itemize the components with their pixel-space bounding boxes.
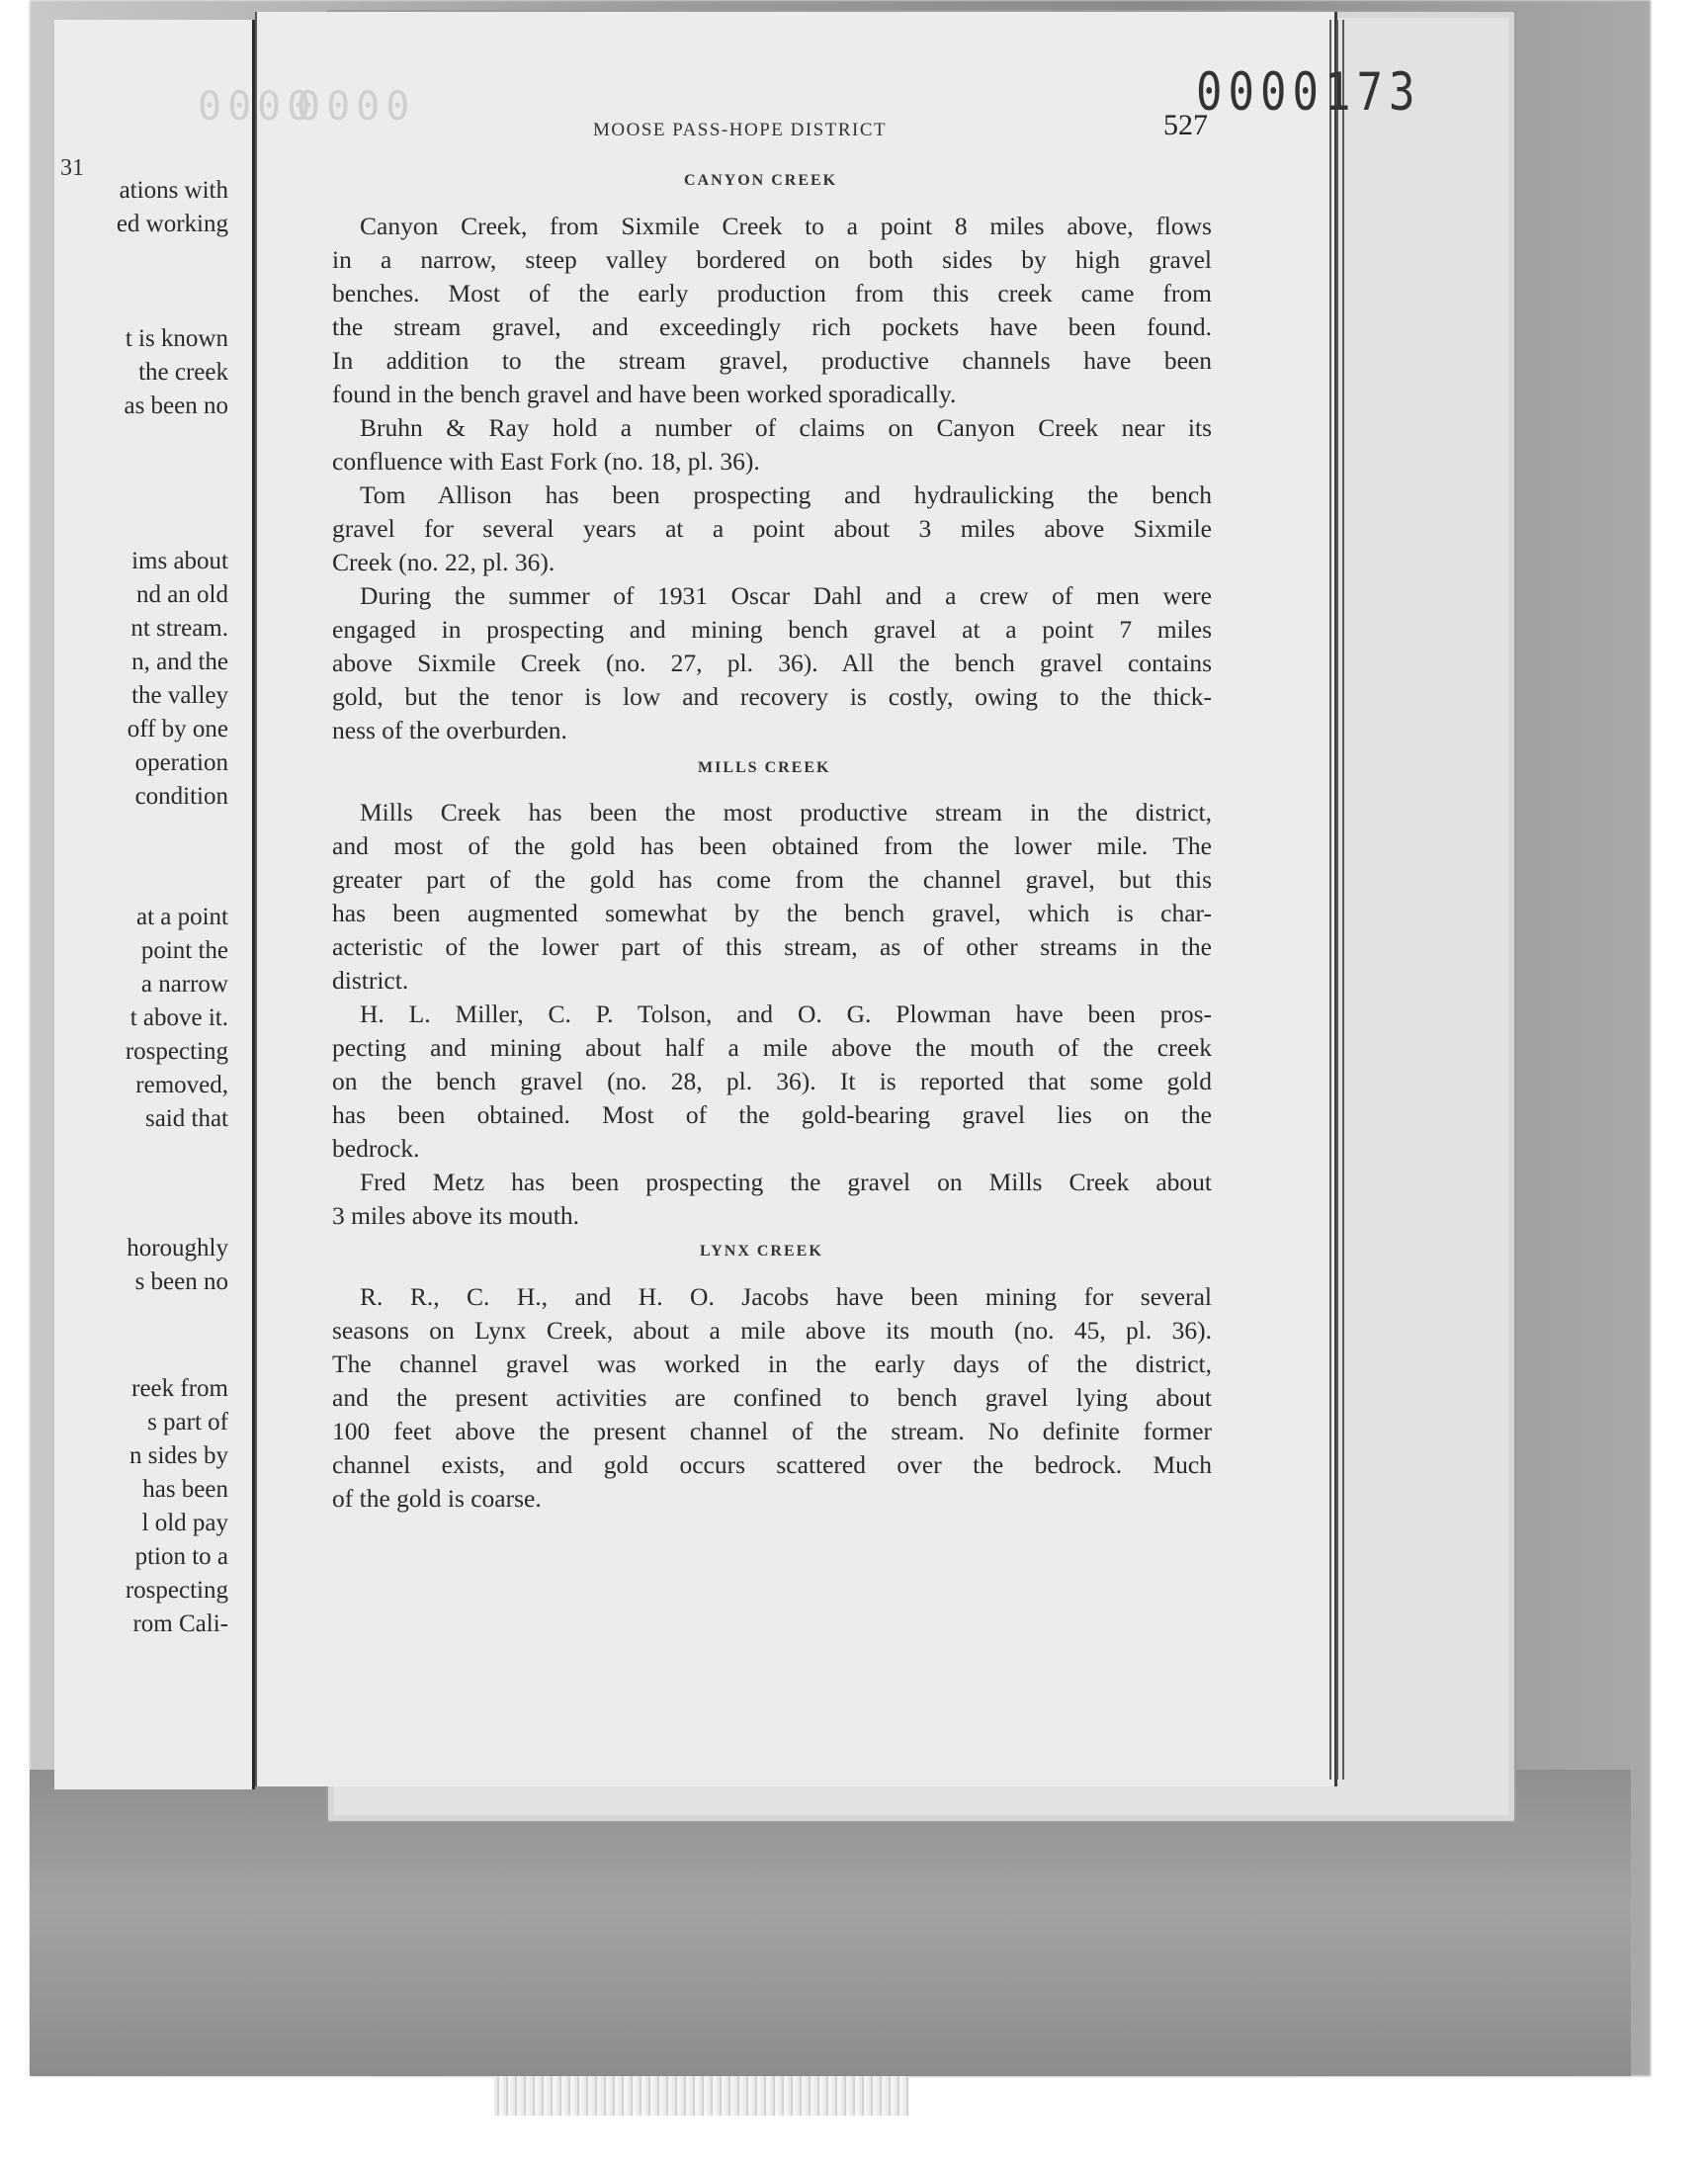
text-line: greater part of the gold has come from the channel gravel, but this [332,865,1212,894]
section-heading-mills-creek: MILLS CREEK [698,759,831,776]
section-heading-canyon-creek: CANYON CREEK [684,172,838,189]
text-line: seasons on Lynx Creek, about a mile above its mouth (no. 45, pl. 36). [332,1316,1212,1345]
left-page-text-line: n, and the [131,649,228,675]
left-page-text-line: s been no [134,1268,228,1295]
left-page [54,20,255,1789]
text-line: The channel gravel was worked in the early days of the district, [332,1349,1212,1378]
text-line: district. [332,966,409,995]
left-page-text-line: t is known [125,325,228,352]
text-line: has been obtained. Most of the gold-bearing gravel lies on the [332,1100,1212,1129]
left-page-text-line: off by one [127,716,228,742]
left-page-text-line: t above it. [129,1004,228,1031]
left-page-text-line: n sides by [129,1442,228,1469]
text-line: Fred Metz has been prospecting the gravel on Mills Creek about [360,1168,1212,1196]
text-line: Tom Allison has been prospecting and hydraulicking the bench [360,480,1212,509]
text-line: pecting and mining about half a mile above the mouth of the creek [332,1033,1212,1062]
text-line: has been augmented somewhat by the bench gravel, which is char- [332,899,1212,927]
left-page-text-line: operation [134,749,228,776]
page-edge [1329,20,1331,1780]
left-page-text-line: ations with [119,177,228,204]
text-line: confluence with East Fork (no. 18, pl. 36). [332,447,760,476]
page-number: 527 [1163,109,1208,141]
running-head: MOOSE PASS-HOPE DISTRICT [593,120,888,140]
left-page-text-line: rospecting [125,1038,228,1065]
left-page-folio: 31 [60,155,84,181]
text-line: of the gold is coarse. [332,1484,542,1513]
text-line: the stream gravel, and exceedingly rich pockets have been found. [332,312,1212,341]
page-edge [1342,20,1344,1780]
left-page-text-line: point the [140,937,228,964]
left-page-text-line: a narrow [140,971,228,998]
left-page-text-line: rospecting [125,1577,228,1604]
section-body-mills-creek [332,796,1212,1233]
text-line: above Sixmile Creek (no. 27, pl. 36). All the bench gravel contains [332,649,1212,677]
text-line: bedrock. [332,1134,420,1163]
ghost-stamp: 0000 [297,84,416,130]
left-page-text-line: condition [134,783,228,810]
text-line: benches. Most of the early production from this creek came from [332,279,1212,307]
text-line: engaged in prospecting and mining bench gravel at a point 7 miles [332,615,1212,644]
left-page-text-line: nt stream. [130,615,228,642]
left-page-text-line: s part of [147,1409,228,1436]
left-page-text-line: said that [144,1105,228,1132]
section-body-canyon-creek [332,210,1212,747]
page-stamp-number: 0000173 [1196,61,1421,124]
text-line: In addition to the stream gravel, productive channels have been [332,346,1212,375]
left-page-text-line: at a point [135,904,228,930]
text-line: and the present activities are confined to bench gravel lying about [332,1383,1212,1412]
text-line: 3 miles above its mouth. [332,1201,580,1230]
text-line: gravel for several years at a point about 3 miles above Sixmile [332,514,1212,543]
left-page-text-line: reek from [131,1375,228,1402]
ghost-stamp: 0000 [198,84,317,130]
left-page-text-line: ed working [116,211,228,237]
text-line: acteristic of the lower part of this stream, as of other streams in the [332,932,1212,961]
left-page-text-line: has been [142,1476,228,1503]
left-page-text-line: ption to a [134,1543,228,1570]
left-page-text-line: removed, [135,1072,228,1098]
scan-artifact-strip [494,2076,909,2116]
text-line: found in the bench gravel and have been worked sporadically. [332,380,957,408]
text-line: ness of the overburden. [332,716,567,744]
left-page-text-line: horoughly [127,1235,228,1262]
left-page-text-line: l old pay [141,1510,228,1536]
text-line: Bruhn & Ray hold a number of claims on Canyon Creek near its [360,413,1212,442]
section-body-lynx-creek [332,1280,1212,1516]
text-line: Mills Creek has been the most productive stream in the district, [360,798,1212,826]
text-line: in a narrow, steep valley bordered on both sides by high gravel [332,245,1212,274]
text-line: H. L. Miller, C. P. Tolson, and O. G. Plowman have been pros- [360,1000,1212,1028]
text-line: gold, but the tenor is low and recovery is costly, owing to the thick- [332,682,1212,711]
left-page-text-line: ims about [131,548,228,574]
text-line: Canyon Creek, from Sixmile Creek to a point 8 miles above, flows [360,212,1212,240]
text-line: During the summer of 1931 Oscar Dahl and a crew of men were [360,581,1212,610]
text-line: R. R., C. H., and H. O. Jacobs have been mining for several [360,1282,1212,1311]
text-line: Creek (no. 22, pl. 36). [332,548,555,576]
text-line: and most of the gold has been obtained from the lower mile. The [332,831,1212,860]
left-page-text-line: the valley [131,682,228,709]
left-page-text-line: nd an old [135,581,228,608]
left-page-text-line: the creek [138,359,228,386]
section-heading-lynx-creek: LYNX CREEK [700,1243,823,1260]
page-edge [1336,20,1338,1780]
left-page-text-line: as been no [124,392,228,419]
text-line: on the bench gravel (no. 28, pl. 36). It is reported that some gold [332,1067,1212,1095]
text-line: 100 feet above the present channel of the stream. No definite former [332,1417,1212,1445]
text-line: channel exists, and gold occurs scattered over the bedrock. Much [332,1450,1212,1479]
left-page-text-line: rom Cali- [132,1610,228,1637]
